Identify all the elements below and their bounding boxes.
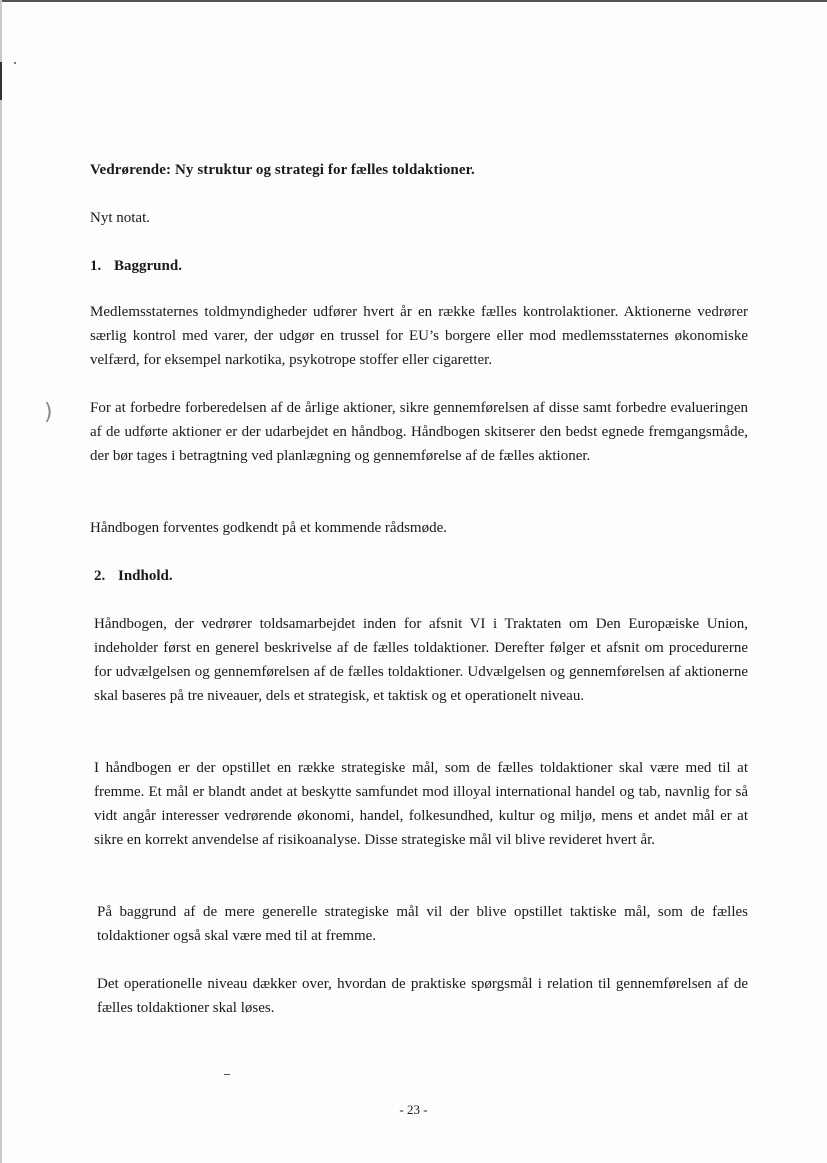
section-2-heading [94,568,173,585]
page-number: - 23 - [399,1102,428,1117]
scan-mark-dash [224,1074,230,1075]
section-1-heading [90,258,182,275]
section-2-paragraph-4: Det operationelle niveau dækker over, hvordan de praktiske spørgsmål i relation til gennemførelsen af de fælles toldaktioner skal løses. [97,976,748,1016]
section-1-paragraph-3: Håndbogen forventes godkendt på et kommende rådsmøde. [90,520,447,536]
document-subtitle: Nyt notat. [90,210,150,226]
scan-mark-paren: ) [44,400,53,425]
page-left-border [0,0,2,1163]
scan-mark-left-top [0,62,2,100]
section-1-paragraph-2: For at forbedre forberedelsen af de årlige aktioner, sikre gennemførelsen af disse samt forbedre evalueringen af de udførte aktioner er der udarbejdet en håndbog. Håndbogen skitserer den bedst egnede fremgangsmåde, der bør tages i betragtning ved planlægning og gennemførelse af de fælles aktioner. [90,400,748,464]
section-1-title: Baggrund. [114,258,182,274]
section-1-paragraph-1: Medlemsstaternes toldmyndigheder udfører hvert år en række fælles kontrolaktioner. Aktionerne vedrører særlig kontrol med varer, der udgør en trussel for EU’s borgere eller mod medlemsstaternes økonomiske velfærd, for eksempel narkotika, psykotrope stoffer eller cigaretter. [90,304,748,368]
section-2-paragraph-1: Håndbogen, der vedrører toldsamarbejdet inden for afsnit VI i Traktaten om Den Europæiske Union, indeholder først en generel beskrivelse af de fælles toldaktioner. Derefter følger et afsnit om procedurerne for udvælgelsen og gennemførelsen af de fælles toldaktioner. Udvælgelsen og gennemførelsen af aktionerne skal baseres på tre niveauer, dels et strategisk, et taktisk og et operationelt niveau. [94,616,748,704]
section-2-paragraph-3: På baggrund af de mere generelle strategiske mål vil der blive opstillet taktiske mål, som de fælles toldaktioner også skal være med til at fremme. [97,904,748,944]
scan-mark-dot [14,62,16,64]
section-2-number: 2. [94,568,106,584]
document-title: Vedrørende: Ny struktur og strategi for fælles toldaktioner. [90,162,475,178]
section-2-title: Indhold. [118,568,173,584]
section-2-paragraph-2: I håndbogen er der opstillet en række strategiske mål, som de fælles toldaktioner skal være med til at fremme. Et mål er blandt andet at beskytte samfundet mod illoyal international handel og tab, navnlig for så vidt angår interesser vedrørende økonomi, handel, folkesundhed, kultur og miljø, mens et andet mål er at sikre en korrekt anvendelse af risikoanalyse. Disse strategiske mål vil blive revideret hvert år. [94,760,748,848]
section-1-number: 1. [90,258,102,274]
page-top-border [0,0,827,2]
